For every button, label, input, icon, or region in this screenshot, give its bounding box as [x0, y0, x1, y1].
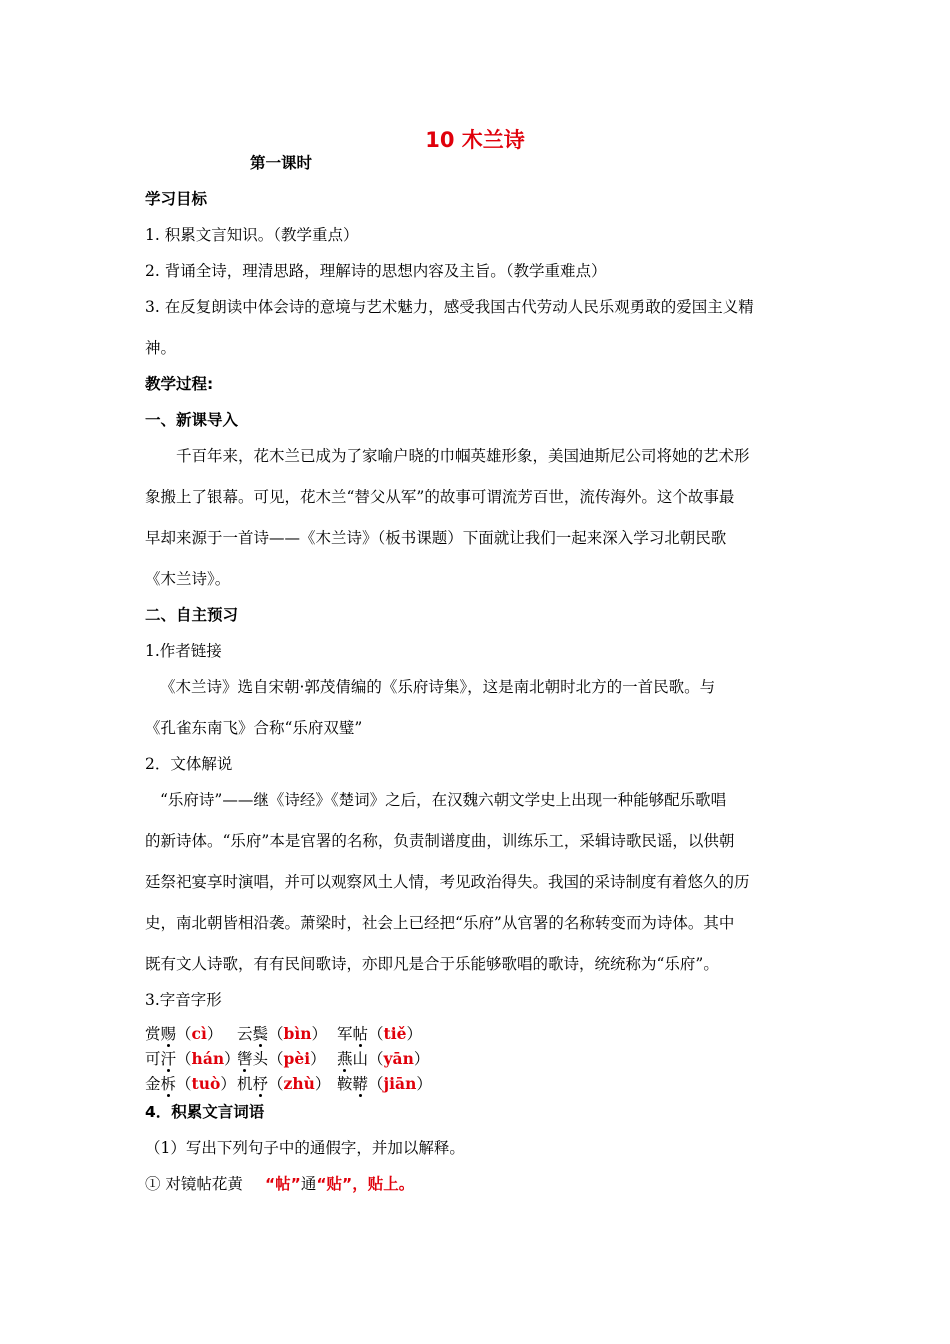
word-char: 云: [237, 1025, 253, 1043]
answer-char: “帖”: [264, 1175, 301, 1193]
paren: （: [268, 1050, 284, 1068]
paren: ）: [310, 1050, 326, 1068]
subsection-heading: 4．积累文言词语: [145, 1103, 265, 1121]
word-char: 头: [252, 1050, 269, 1068]
subsection-heading: 3.字音字形: [145, 991, 222, 1009]
pronunciation-item: [237, 1024, 327, 1044]
word-char: 可: [145, 1050, 161, 1068]
paren: （: [268, 1075, 284, 1093]
paragraph-line: 千百年来，花木兰已成为了家喻户晓的巾帼英雄形象，美国迪斯尼公司将她的艺术形: [176, 447, 750, 465]
paren: ）: [413, 1050, 430, 1068]
paragraph-line: 象搬上了银幕。可见，花木兰“替父从军”的故事可谓流芳百世，流传海外。这个故事最: [145, 488, 735, 506]
word-char: 军: [337, 1025, 353, 1043]
pinyin: hán: [191, 1049, 225, 1068]
word-char: 鞍: [337, 1075, 353, 1093]
paren: ）: [220, 1075, 236, 1093]
pinyin: bìn: [283, 1024, 312, 1043]
word-char: 山: [352, 1050, 369, 1068]
subsection-heading: 1.作者链接: [145, 642, 222, 660]
goal-item: 1. 积累文言知识。（教学重点）: [145, 226, 359, 244]
paragraph-line: 早却来源于一首诗——《木兰诗》（板书课题）下面就让我们一起来深入学习北朝民歌: [145, 529, 727, 547]
paren: （: [176, 1075, 192, 1093]
word-char: 金: [145, 1075, 161, 1093]
paragraph-line: 廷祭祀宴享时演唱，并可以观察风土人情，考见政治得失。我国的采诗制度有着悠久的历: [145, 873, 750, 891]
exercise-item: [145, 1174, 414, 1194]
subsection-heading: 2．文体解说: [145, 755, 233, 773]
paren: （: [176, 1050, 192, 1068]
pronunciation-item: [145, 1024, 222, 1044]
paragraph-line: 《木兰诗》。: [145, 570, 231, 588]
goal-item: 3. 在反复朗读中体会诗的意境与艺术魅力，感受我国古代劳动人民乐观勇敢的爱国主义精: [145, 298, 754, 316]
paren: ）: [314, 1075, 331, 1093]
pinyin: zhù: [283, 1074, 315, 1093]
answer-connector: 通: [300, 1175, 317, 1193]
target-char: 燕: [337, 1050, 353, 1068]
target-char: 鞯: [352, 1075, 369, 1093]
paren: ）: [416, 1075, 432, 1093]
answer-explanation: “贴”，贴上。: [316, 1175, 415, 1193]
pronunciation-item: [337, 1024, 422, 1044]
paragraph-line: 史，南北朝皆相沿袭。萧梁时，社会上已经把“乐府”从官署的名称转变而为诗体。其中: [145, 914, 735, 932]
pinyin: tiě: [383, 1024, 407, 1043]
target-char: 汗: [160, 1050, 177, 1068]
target-char: 赐: [160, 1025, 177, 1043]
pinyin: pèi: [283, 1049, 311, 1068]
pinyin: jiān: [383, 1074, 417, 1093]
paren: （: [268, 1025, 284, 1043]
paren: （: [368, 1050, 384, 1068]
paren: （: [176, 1025, 192, 1043]
pronunciation-item: [145, 1049, 240, 1069]
paren: ）: [206, 1025, 223, 1043]
target-char: 帖: [352, 1025, 369, 1043]
section-heading: 一、新课导入: [145, 411, 239, 429]
paren: （: [368, 1025, 384, 1043]
paragraph-line: 既有文人诗歌，有有民间歌诗，亦即凡是合于乐能够歌唱的歌诗，统统称为“乐府”。: [145, 955, 719, 973]
paragraph-line: 《木兰诗》选自宋朝·郭茂倩编的《乐府诗集》，这是南北朝时北方的一首民歌。与: [160, 678, 716, 696]
pronunciation-item: [237, 1074, 330, 1094]
paragraph-line: 的新诗体。“乐府”本是官署的名称，负责制谱度曲，训练乐工，采辑诗歌民谣，以供朝: [145, 832, 735, 850]
target-char: 辔: [237, 1050, 253, 1068]
pronunciation-item: [145, 1074, 236, 1094]
paren: ）: [224, 1050, 240, 1068]
target-char: 杼: [252, 1075, 269, 1093]
pronunciation-item: [337, 1049, 429, 1069]
target-char: 柝: [160, 1075, 177, 1093]
pinyin: cì: [191, 1024, 207, 1043]
pinyin: tuò: [191, 1074, 221, 1093]
paragraph-line: “乐府诗”——继《诗经》《楚词》之后，在汉魏六朝文学史上出现一种能够配乐歌唱: [160, 791, 727, 809]
lesson-label: 第一课时: [250, 154, 313, 172]
exercise-sentence: ① 对镜帖花黄: [145, 1175, 243, 1193]
exercise-instruction: （1）写出下列句子中的通假字，并加以解释。: [145, 1139, 465, 1157]
pinyin: yān: [383, 1049, 414, 1068]
paren: （: [368, 1075, 384, 1093]
paren: ）: [406, 1025, 422, 1043]
page-title: 10 木兰诗: [425, 128, 525, 152]
word-char: 机: [237, 1075, 253, 1093]
paragraph-line: 《孔雀东南飞》合称“乐府双璧”: [145, 719, 363, 737]
goals-heading: 学习目标: [145, 190, 208, 208]
goal-item: 2. 背诵全诗，理清思路，理解诗的思想内容及主旨。（教学重难点）: [145, 262, 607, 280]
goal-item: 神。: [145, 339, 177, 357]
process-heading: 教学过程:: [145, 375, 214, 393]
target-char: 鬓: [252, 1025, 269, 1043]
pronunciation-item: [237, 1049, 326, 1069]
word-char: 赏: [145, 1025, 161, 1043]
section-heading: 二、自主预习: [145, 606, 239, 624]
paren: ）: [311, 1025, 328, 1043]
pronunciation-item: [337, 1074, 432, 1094]
